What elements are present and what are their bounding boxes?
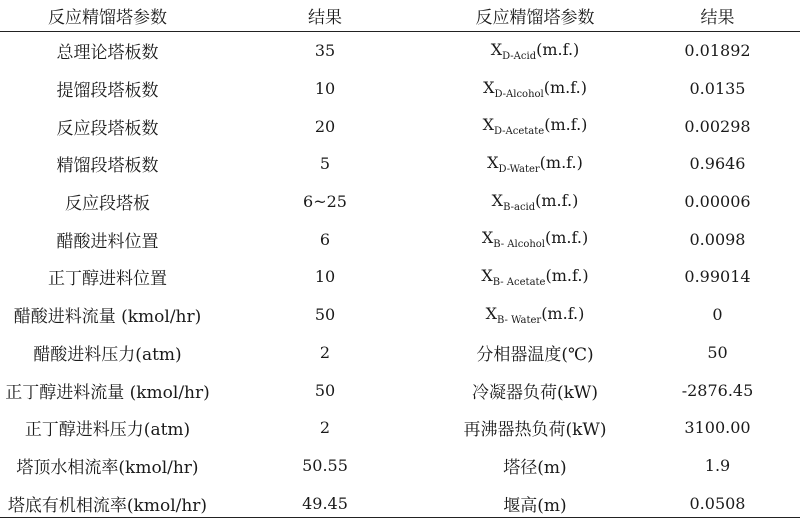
result-value-right: 50 <box>707 342 728 362</box>
result-value-left: 50.55 <box>302 455 348 475</box>
parameter-name-left: 塔顶水相流率(kmol/hr) <box>16 457 199 478</box>
result-value-right: -2876.45 <box>681 380 754 400</box>
result-value-right: 0.99014 <box>684 267 751 287</box>
parameter-name-right: 冷凝器负荷(kW) <box>471 382 599 403</box>
parameter-name-left: 醋酸进料流量 (kmol/hr) <box>13 307 202 328</box>
table-row <box>0 70 800 108</box>
mole-fraction-unit: (m.f.) <box>535 190 579 210</box>
parameter-name-left: 总理论塔板数 <box>56 43 159 64</box>
mole-fraction-symbol: X <box>481 228 494 248</box>
mole-fraction-subscript: B- Alcohol <box>493 239 545 251</box>
result-value-left: 10 <box>314 79 336 99</box>
result-value-right: 0 <box>712 305 723 325</box>
table-header-row <box>0 0 800 32</box>
mole-fraction-subscript: D-Water <box>498 163 540 175</box>
parameter-name-left: 塔底有机相流率(kmol/hr) <box>7 495 208 516</box>
table-row <box>0 183 800 221</box>
header-parameter-left: 反应精馏塔参数 <box>0 0 215 32</box>
result-value-left: 6 <box>319 229 331 249</box>
mole-fraction-subscript: D-Acid <box>502 50 537 62</box>
header-result-left: 结果 <box>215 0 435 32</box>
mole-fraction-symbol: X <box>490 39 503 59</box>
mole-fraction-unit: (m.f.) <box>545 228 589 248</box>
table-bottom-rule <box>0 517 800 518</box>
parameter-name-right <box>435 258 635 296</box>
mole-fraction-subscript: D-Alcohol <box>494 88 544 100</box>
parameter-name-right <box>435 296 635 334</box>
result-value-left: 20 <box>314 116 336 136</box>
result-value-left: 2 <box>319 418 331 438</box>
result-value-right: 0.9646 <box>689 154 746 174</box>
parameter-name-left: 醋酸进料位置 <box>56 231 159 252</box>
parameter-name-right: 堰高(m) <box>503 495 567 516</box>
parameter-name-left: 提馏段塔板数 <box>56 81 159 102</box>
mole-fraction-symbol: X <box>481 265 493 285</box>
result-value-left: 6~25 <box>303 192 347 212</box>
result-value-right: 0.00298 <box>684 116 751 136</box>
mole-fraction-subscript: B- Water <box>497 314 542 326</box>
parameter-name-left: 正丁醇进料流量 (kmol/hr) <box>5 382 210 403</box>
table-body <box>0 32 800 522</box>
result-value-right: 3100.00 <box>684 418 751 438</box>
parameter-name-left: 反应段塔板数 <box>56 118 159 139</box>
parameter-name-left: 正丁醇进料位置 <box>48 269 167 290</box>
result-value-right: 0.0098 <box>689 229 746 249</box>
mole-fraction-symbol: X <box>483 77 495 97</box>
parameter-name-right <box>435 32 635 70</box>
mole-fraction-subscript: B-acid <box>503 201 536 213</box>
header-result-right: 结果 <box>635 0 800 32</box>
parameter-name-right <box>435 220 635 258</box>
table-row <box>0 296 800 334</box>
mole-fraction-unit: (m.f.) <box>545 265 589 285</box>
parameter-name-left: 醋酸进料压力(atm) <box>33 344 182 365</box>
mole-fraction-subscript: D-Acetate <box>493 126 545 138</box>
mole-fraction-unit: (m.f.) <box>536 39 580 59</box>
result-value-right: 0.00006 <box>684 192 751 212</box>
result-value-right: 0.01892 <box>684 41 751 61</box>
parameter-name-right: 再沸器热负荷(kW) <box>463 420 607 441</box>
parameter-name-right: 塔径(m) <box>503 457 567 478</box>
result-value-left: 2 <box>319 342 331 362</box>
mole-fraction-unit: (m.f.) <box>544 115 588 135</box>
mole-fraction-unit: (m.f.) <box>543 77 587 97</box>
result-value-left: 35 <box>314 41 336 61</box>
mole-fraction-unit: (m.f.) <box>541 303 585 323</box>
mole-fraction-subscript: B- Acetate <box>492 276 546 288</box>
parameter-name-left: 反应段塔板 <box>65 194 150 215</box>
table-row <box>0 107 800 145</box>
result-value-right: 1.9 <box>704 455 731 475</box>
table-row <box>0 409 800 447</box>
result-value-right: 0.0135 <box>689 79 746 99</box>
table-row <box>0 447 800 485</box>
result-value-left: 5 <box>319 154 331 174</box>
parameter-name-right: 分相器温度(℃) <box>476 344 594 365</box>
mole-fraction-unit: (m.f.) <box>539 152 583 172</box>
result-value-left: 50 <box>314 380 336 400</box>
table-row <box>0 145 800 183</box>
table-row <box>0 334 800 372</box>
table-row <box>0 371 800 409</box>
result-value-left: 50 <box>314 305 336 325</box>
parameter-name-left: 精馏段塔板数 <box>56 156 159 177</box>
parameter-name-right <box>435 183 635 221</box>
result-value-left: 10 <box>314 267 336 287</box>
parameter-name-right <box>435 145 635 183</box>
mole-fraction-symbol: X <box>485 303 497 323</box>
table-row <box>0 220 800 258</box>
table-row <box>0 258 800 296</box>
parameter-name-right <box>435 107 635 145</box>
mole-fraction-symbol: X <box>491 190 504 210</box>
result-value-left: 49.45 <box>302 493 348 513</box>
parameter-name-left: 正丁醇进料压力(atm) <box>24 420 191 441</box>
result-value-right: 0.0508 <box>689 493 746 513</box>
mole-fraction-symbol: X <box>487 152 499 172</box>
table-row <box>0 32 800 70</box>
parameter-name-right <box>435 70 635 108</box>
header-parameter-right: 反应精馏塔参数 <box>435 0 635 32</box>
mole-fraction-symbol: X <box>482 115 494 135</box>
